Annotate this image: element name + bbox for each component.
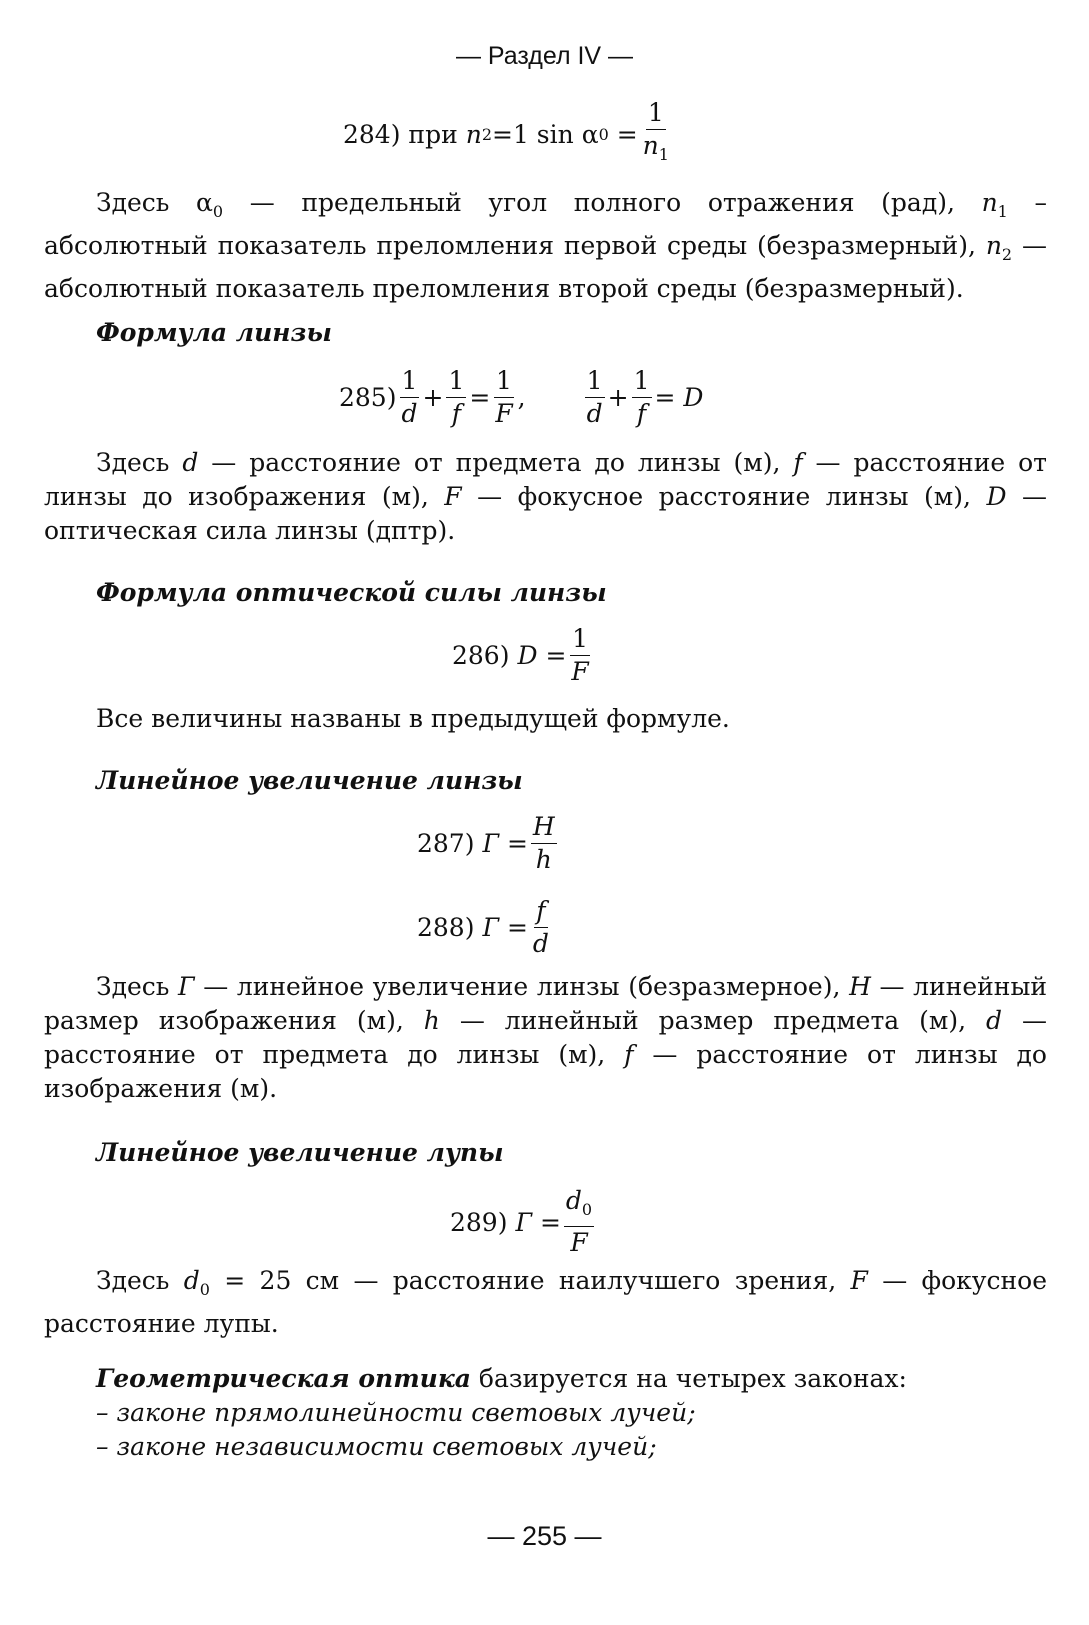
formula-286: 286) D = $\frac{1}{F}$ (452, 624, 589, 686)
law-item: – законе независимости световых лучей; (96, 1432, 657, 1461)
running-head: — Раздел IV — (455, 42, 634, 70)
formula-text: =1 sin (492, 119, 574, 149)
paragraph-285: Здесь d — расстояние от предмета до линзы (м), f — расстояние от линзы до изображения (м), F — фокусное расстояние линзы (м), D — оптическая сила линзы (дптр). (44, 448, 1048, 545)
law-item: – законе прямолинейности световых лучей; (96, 1398, 696, 1427)
formula-number: 287) (417, 829, 475, 858)
formula-number: 289) (450, 1207, 508, 1237)
symbol-n: n (465, 119, 482, 149)
fraction: $\frac{1}{f}$ (633, 366, 650, 428)
fraction: $\frac{1}{f}$ (448, 366, 465, 428)
fraction: $\frac{d_0}{F}$ (565, 1186, 593, 1257)
formula-288: 288) Г = $\frac{f}{d}$ (417, 896, 549, 958)
fraction: $\frac{1}{F}$ (495, 366, 513, 428)
paragraph-289: Здесь $d_0 = 25$ см — расстояние наилучшего зрения, F — фокусное расстояние лупы. (44, 1266, 1048, 1338)
numerator: 1 (646, 98, 666, 130)
paragraph-284: Здесь $\alpha_0$ — предельный угол полного отражения (рад), $n_1$ – абсолютный показатель преломления первой среды (безразмерный), $n_2$ — абсолютный показатель преломления второй среды (безразмерный). (44, 188, 1047, 303)
paragraph-286: Все величины названы в предыдущей формуле. (96, 704, 730, 733)
subscript: 2 (481, 124, 492, 144)
equals-sign: = (616, 119, 638, 149)
heading-lens-formula: Формула линзы (96, 318, 332, 347)
symbol-alpha: α (581, 119, 599, 149)
formula-285: 285) $\frac{1}{d}$ + $\frac{1}{f}$ = $\frac{1}{F}$ , $\frac{1}{d}$ + $\frac{1}{f}$ = D (339, 366, 704, 428)
heading-linear-magnification: Линейное увеличение линзы (96, 766, 523, 795)
page-number: — 255 — (487, 1521, 602, 1551)
formula-number: 285) (339, 383, 397, 412)
paragraph-288: Здесь Г — линейное увеличение линзы (безразмерное), H — линейный размер изображения (м), h — линейный размер предмета (м), d — расстояние от предмета до линзы (м), f — расстояние от линзы до изображения (м). (44, 972, 1048, 1103)
formula-number: 286) (452, 641, 510, 670)
formula-287: 287) Г = $\frac{H}{h}$ (417, 812, 555, 874)
geometric-optics-lead: Геометрическая оптика базируется на четырех законах: (96, 1364, 907, 1393)
fraction: $\frac{1}{d}$ (586, 366, 603, 428)
formula-289: 289) Г = $\frac{d_0}{F}$ (450, 1186, 593, 1257)
fraction (641, 98, 671, 170)
fraction: $\frac{1}{d}$ (401, 366, 418, 428)
subscript: 0 (598, 124, 609, 144)
fraction: $\frac{H}{h}$ (532, 812, 555, 874)
denominator: $n_1$ (642, 131, 669, 164)
formula-number: 284) при (343, 119, 458, 149)
fraction: $\frac{1}{F}$ (571, 624, 589, 686)
fraction: $\frac{f}{d}$ (532, 896, 549, 958)
formula-number: 288) (417, 913, 475, 942)
formula-284 (343, 98, 674, 170)
heading-optical-power: Формула оптической силы линзы (96, 578, 607, 607)
heading-loupe-magnification: Линейное увеличение лупы (96, 1138, 504, 1167)
